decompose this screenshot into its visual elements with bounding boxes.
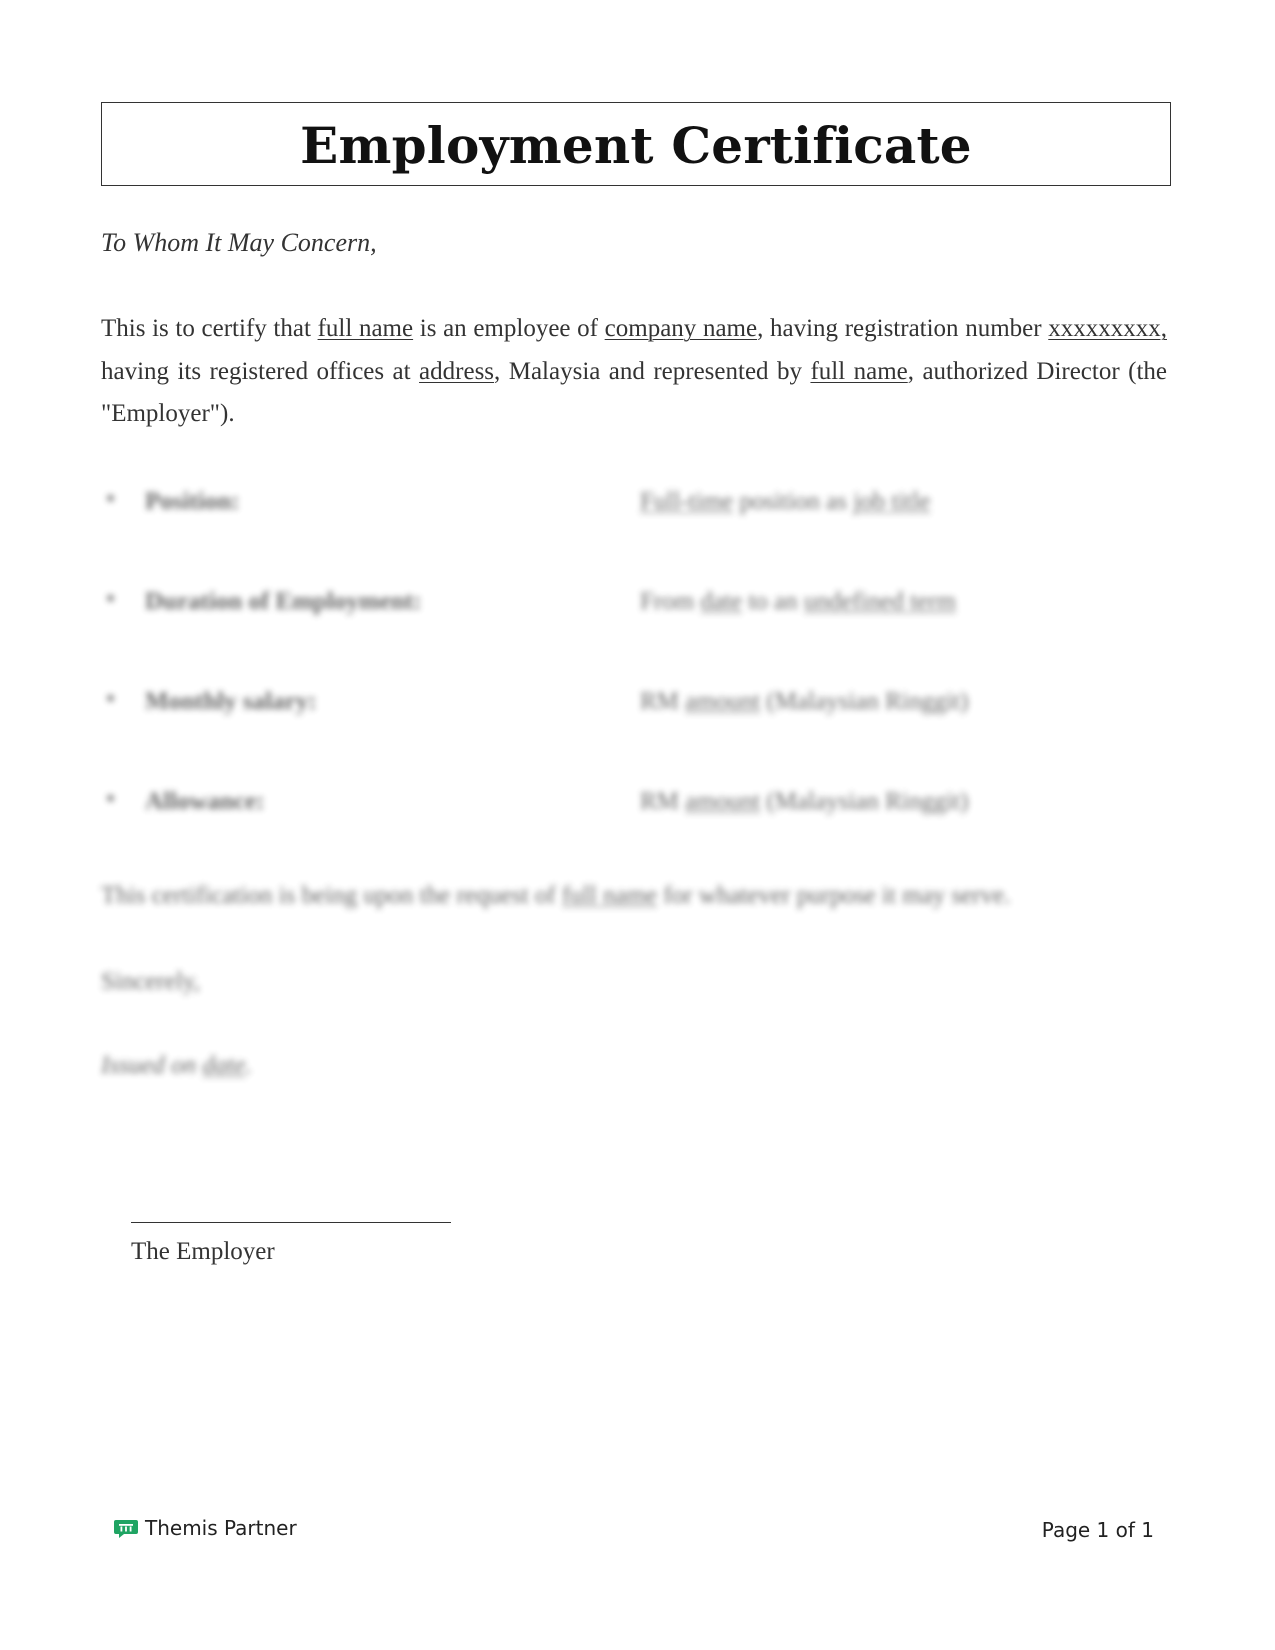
themis-partner-logo-icon bbox=[113, 1516, 139, 1540]
issued-text: . bbox=[245, 1052, 252, 1079]
closing-paragraph bbox=[101, 882, 1171, 910]
field-company-name: company name bbox=[604, 315, 758, 342]
term-value-text: From bbox=[640, 588, 701, 615]
intro-text-4: having its registered offices at bbox=[101, 357, 420, 385]
field-full-name: full name bbox=[317, 315, 414, 342]
term-label: Duration of Employment: bbox=[145, 588, 422, 615]
term-value-field: undefined term bbox=[803, 588, 956, 615]
field-address: address bbox=[419, 357, 495, 385]
term-value bbox=[640, 788, 968, 816]
intro-text-5: , Malaysia and represented by bbox=[494, 357, 811, 385]
footer-brand bbox=[113, 1516, 297, 1540]
term-value bbox=[640, 688, 968, 716]
term-value bbox=[640, 488, 930, 516]
bullet: • bbox=[106, 484, 116, 513]
intro-text-1: This is to certify that bbox=[101, 315, 318, 342]
page-number: Page 1 of 1 bbox=[1041, 1518, 1154, 1542]
term-value-field: Full-time bbox=[640, 488, 734, 515]
bullet: • bbox=[106, 584, 116, 613]
term-value-text: RM bbox=[640, 788, 686, 815]
term-value-text: position as bbox=[733, 488, 854, 515]
closing-text: This certification is being upon the request of bbox=[101, 882, 562, 909]
field-director-name: full name bbox=[810, 357, 908, 385]
sincerely: Sincerely, bbox=[101, 968, 201, 995]
term-allowance bbox=[101, 784, 1171, 828]
title-box bbox=[101, 102, 1171, 186]
term-monthly-salary bbox=[101, 684, 1171, 728]
term-value-field: job title bbox=[853, 488, 931, 515]
closing-text: for whatever purpose it may serve. bbox=[657, 882, 1011, 909]
term-value-text: to an bbox=[742, 588, 804, 615]
term-label: Monthly salary: bbox=[145, 688, 317, 715]
issued-text: Issued on bbox=[101, 1052, 203, 1079]
intro-text-2: is an employee of bbox=[413, 315, 605, 342]
intro-text-6: , authorized Director (the "Employer"). bbox=[101, 357, 1167, 427]
term-position bbox=[101, 484, 1171, 528]
signature-label: The Employer bbox=[131, 1238, 275, 1265]
term-value-field: date bbox=[700, 588, 743, 615]
issued-on bbox=[101, 1052, 252, 1080]
term-value-text: (Malaysian Ringgit) bbox=[760, 688, 969, 715]
term-duration bbox=[101, 584, 1171, 628]
signature-line bbox=[131, 1222, 451, 1223]
intro-paragraph bbox=[101, 308, 1167, 436]
field-issue-date: date bbox=[202, 1052, 246, 1079]
term-value bbox=[640, 588, 956, 616]
brand-name: Themis Partner bbox=[145, 1516, 297, 1540]
bullet: • bbox=[106, 684, 116, 713]
term-value-field: amount bbox=[685, 788, 761, 815]
term-label: Allowance: bbox=[145, 788, 265, 815]
term-value-text: (Malaysian Ringgit) bbox=[760, 788, 969, 815]
term-value-field: amount bbox=[685, 688, 761, 715]
term-label: Position: bbox=[145, 488, 240, 515]
field-requester-name: full name bbox=[562, 882, 658, 909]
document-title: Employment Certificate bbox=[300, 115, 972, 175]
salutation: To Whom It May Concern, bbox=[101, 228, 377, 257]
field-registration-number: xxxxxxxxx, bbox=[1048, 315, 1167, 342]
bullet: • bbox=[106, 784, 116, 813]
intro-text-3: , having registration number bbox=[757, 315, 1049, 342]
term-value-text: RM bbox=[640, 688, 686, 715]
